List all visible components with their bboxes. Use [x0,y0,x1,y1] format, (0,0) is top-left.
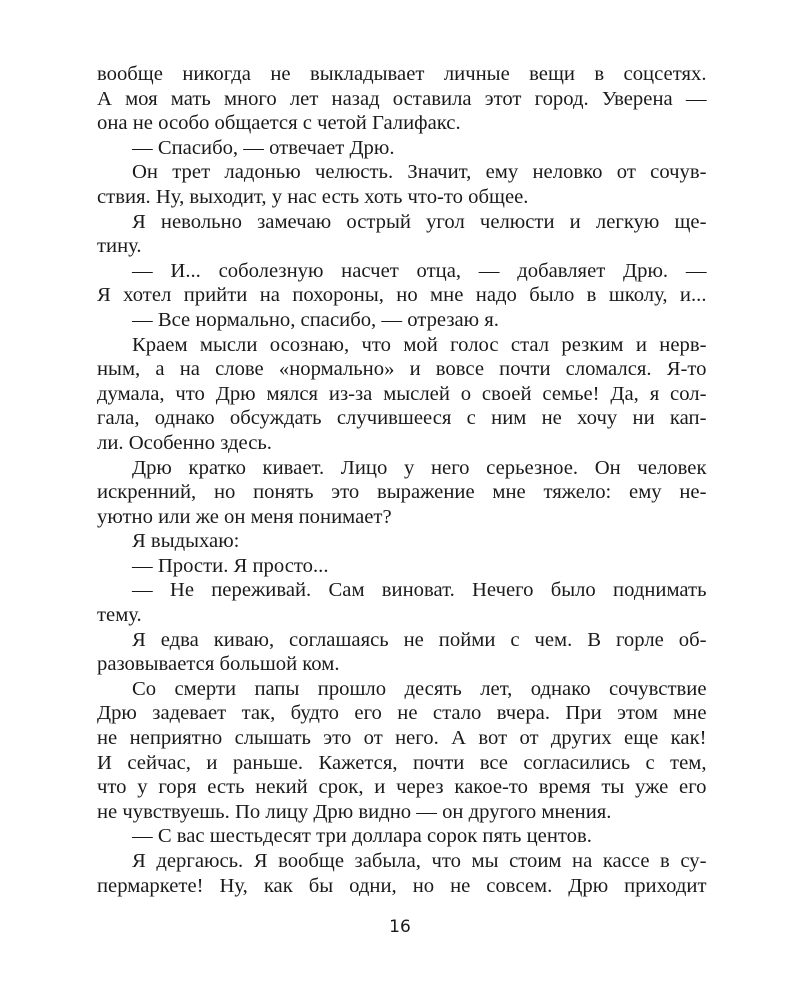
text-line: — Все нормально, спасибо, — отрезаю я. [131,309,499,331]
text-line: Я хотел прийти на похороны, но мне надо было в школу, и... [97,285,707,307]
text-line: не чувствуешь. По лицу Дрю видно — он другого мнения. [97,801,612,823]
text-line: — И... соболезную насчет отца, — добавляет Дрю. — [131,260,707,282]
text-line: уютно или же он меня понимает? [97,506,392,528]
text-line: она не особо общается с четой Галифакс. [97,113,461,135]
text-line: гала, однако обсуждать случившееся с ним не хочу ни кап- [97,408,707,430]
text-line: разовывается большой ком. [97,654,340,676]
text-line: думала, что Дрю мялся из-за мыслей о своей семье! Да, я сол- [97,383,707,405]
text-line: тему. [97,605,142,627]
text-line: А моя мать много лет назад оставила этот город. Уверена — [97,88,707,110]
text-line: ствия. Ну, выходит, у нас есть хоть что-то общее. [97,186,529,208]
text-line: Он трет ладонью челюсть. Значит, ему неловко от сочув- [131,162,707,184]
text-line: тину. [97,236,142,258]
text-line: Дрю кратко кивает. Лицо у него серьезное. Он человек [131,457,707,479]
text-line: пермаркете! Ну, как бы одни, но не совсем. Дрю приходит [97,875,707,897]
text-line: Я невольно замечаю острый угол челюсти и легкую ще- [131,211,707,233]
text-line: — Не переживай. Сам виноват. Нечего было поднимать [131,580,707,602]
text-line: ли. Особенно здесь. [97,432,272,454]
text-line: не неприятно слышать это от него. А вот от других еще как! [97,728,707,750]
text-line: — Прости. Я просто... [131,555,329,577]
text-line: — С вас шестьдесят три доллара сорок пять центов. [131,826,592,848]
page-number: 16 [389,917,411,937]
text-line: вообще никогда не выкладывает личные вещи в соцсетях. [97,64,707,85]
body-text [97,63,707,899]
text-line: Краем мысли осознаю, что мой голос стал резким и нерв- [131,334,707,356]
text-line: — Спасибо, — отвечает Дрю. [131,137,395,159]
text-line: Со смерти папы прошло десять лет, однако сочувствие [131,678,707,700]
text-line: Я дергаюсь. Я вообще забыла, что мы стоим на кассе в су- [131,851,707,872]
text-line: И сейчас, и раньше. Кажется, почти все согласились с тем, [97,752,707,774]
text-line: что у горя есть некий срок, и через какое-то время ты уже его [97,777,707,799]
text-line: Я выдыхаю: [131,531,240,553]
text-line: Дрю задевает так, будто его не стало вчера. При этом мне [97,703,707,725]
text-line: искренний, но понять это выражение мне тяжело: ему не- [97,482,707,504]
text-line: ным, а на слове «нормально» и вовсе почти сломался. Я-то [97,359,707,381]
text-line: Я едва киваю, соглашаясь не пойми с чем. В горле об- [131,629,707,651]
